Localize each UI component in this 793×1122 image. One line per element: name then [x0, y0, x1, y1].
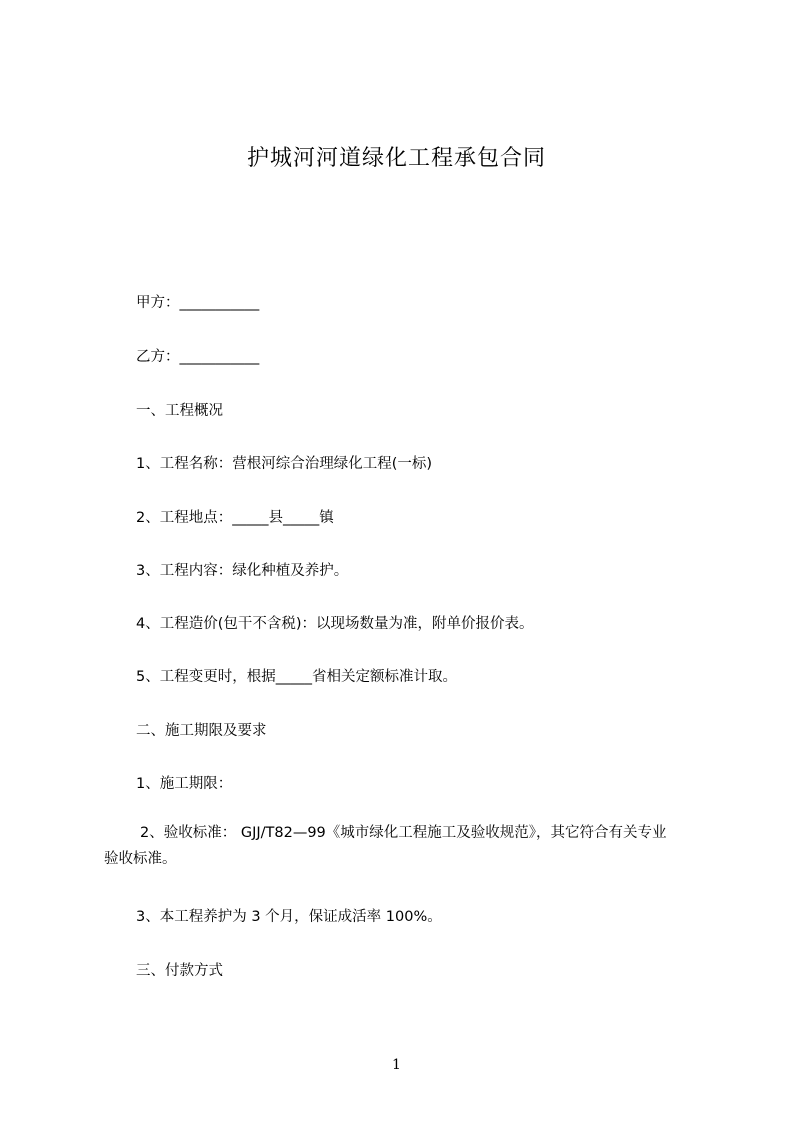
project-change-line: 5、工程变更时，根据_____省相关定额标准计取。 — [136, 669, 457, 685]
acceptance-standard-line: 2、验收标准： GJJ/T82—99《城市绿化工程施工及验收规范》，其它符合有关专业 — [140, 825, 667, 841]
maintenance-line: 3、本工程养护为 3 个月，保证成活率 100%。 — [136, 909, 442, 925]
section-heading-payment: 三、付款方式 — [136, 963, 223, 979]
project-content-line: 3、工程内容：绿化种植及养护。 — [136, 563, 349, 579]
construction-period-line: 1、施工期限： — [136, 776, 233, 792]
acceptance-standard-paragraph — [104, 820, 724, 872]
project-location-line: 2、工程地点：_____县_____镇 — [136, 510, 334, 526]
section-heading-schedule: 二、施工期限及要求 — [136, 723, 267, 739]
section-heading-project-overview: 一、工程概况 — [136, 403, 223, 419]
page-number: 1 — [392, 1057, 401, 1073]
party-a-line: 甲方：___________ — [136, 295, 260, 311]
party-b-line: 乙方：___________ — [136, 349, 260, 365]
project-cost-line: 4、工程造价(包干不含税)：以现场数量为准，附单价报价表。 — [136, 616, 534, 632]
acceptance-standard-continuation: 验收标准。 — [104, 851, 177, 867]
document-title: 护城河河道绿化工程承包合同 — [246, 146, 546, 171]
project-name-line: 1、工程名称：营根河综合治理绿化工程(一标) — [136, 456, 433, 472]
